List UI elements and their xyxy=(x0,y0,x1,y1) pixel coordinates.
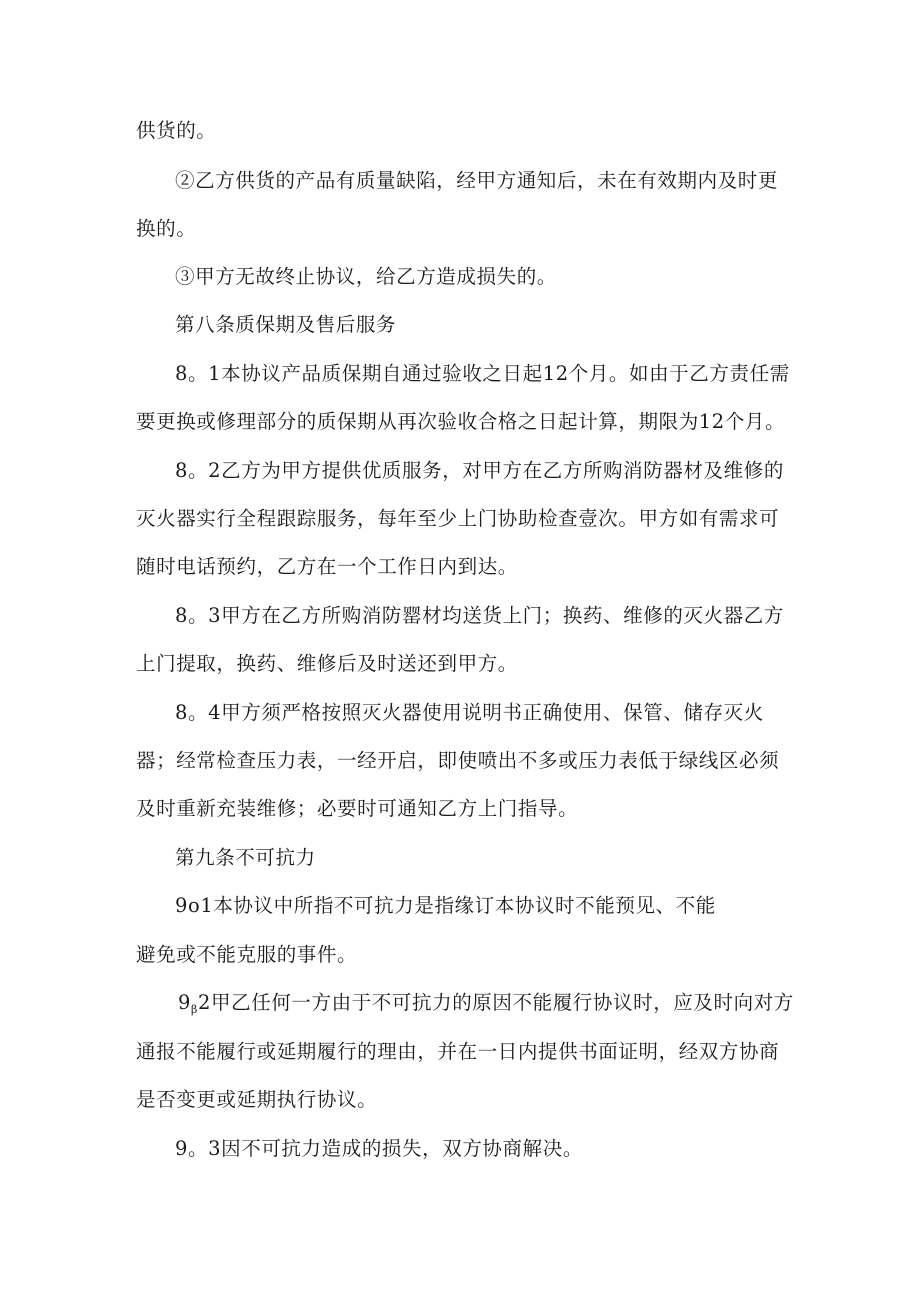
text-line-20: 通报不能履行或延期履行的理由，并在一日内提供书面证明，经双方协商 xyxy=(136,1040,780,1063)
text-line-8: 8。2乙方为甲方提供优质服务，对甲方在乙方所购消防器材及维修的 xyxy=(175,459,784,482)
clause-9-2-text: 甲乙任何一方由于不可抗力的原因不能履行协议时，应及时向对方 xyxy=(211,991,794,1014)
text-line-18: 避免或不能克服的事件。 xyxy=(136,943,358,966)
text-line-6: 8。1本协议产品质保期自通过验收之日起12个月。如由于乙方责任需 xyxy=(175,362,790,385)
text-line-14: 器；经常检查压力表，一经开启，即使喷出不多或压力表低于绿线区必须 xyxy=(136,749,780,772)
text-line-12: 上门提取，换药、维修后及时送还到甲方。 xyxy=(136,652,518,675)
section-heading-9: 第九条不可抗力 xyxy=(175,846,316,869)
text-line-22: 9。3因不可抗力造成的损失，双方协商解决。 xyxy=(175,1137,583,1160)
text-line-17: 9o1本协议中所指不可抗力是指缘订本协议时不能预见、不能 xyxy=(175,894,716,917)
text-line-15: 及时重新充装维修；必要时可通知乙方上门指导。 xyxy=(136,797,579,820)
text-line-13: 8。4甲方须严格按照灭火器使用说明书正确使用、保管、储存灭火 xyxy=(175,701,764,724)
section-heading-8: 第八条质保期及售后服务 xyxy=(175,313,397,336)
text-line-3: 换的。 xyxy=(136,217,197,240)
text-line-10: 随时电话预约，乙方在一个工作日内到达。 xyxy=(136,555,518,578)
text-line-11: 8。3甲方在乙方所购消防罂材均送货上门；换药、维修的灭火器乙方 xyxy=(175,604,784,627)
clause-9-2-line xyxy=(178,991,794,1022)
clause-9-2-number-main: 9 xyxy=(178,991,192,1014)
clause-9-2-number-tail: 2 xyxy=(197,991,211,1014)
text-line-4: ③甲方无故终止协议，给乙方造成损失的。 xyxy=(175,265,557,288)
text-line-9: 灭火器实行全程跟踪服务，每年至少上门协助检查壹次。甲方如有需求可 xyxy=(136,507,780,530)
text-line-2: ②乙方供货的产品有质量缺陷，经甲方通知后，未在有效期内及时更 xyxy=(175,169,779,192)
clause-9-2-number-sub: β xyxy=(191,1003,198,1016)
text-line-1: 供货的。 xyxy=(136,119,217,142)
text-line-7: 要更换或修理部分的质保期从再次验收合格之日起计算，期限为12个月。 xyxy=(136,410,786,433)
text-line-21: 是否变更或延期执行协议。 xyxy=(136,1088,378,1111)
